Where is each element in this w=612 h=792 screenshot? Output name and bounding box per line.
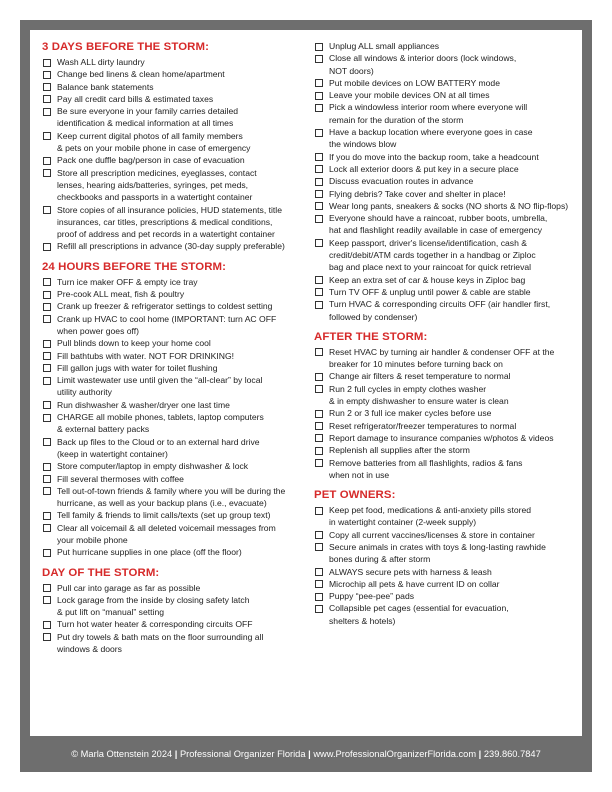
- footer-separator: |: [308, 749, 311, 759]
- checklist-item: [314, 212, 576, 237]
- checklist-item: [314, 188, 576, 200]
- footer-company: Professional Organizer Florida: [179, 749, 306, 759]
- checkbox[interactable]: [315, 580, 323, 588]
- checklist-item-text: Fill several thermoses with coffee: [57, 473, 184, 484]
- checklist-section: [42, 40, 307, 253]
- checklist-item-text: Collapsible pet cages (essential for evacuation,: [329, 603, 509, 614]
- checklist-item-text: credit/debit/ATM cards together in a handbag or Ziploc: [329, 250, 536, 261]
- checklist-item-text: Flying debris? Take cover and shelter in place!: [329, 188, 506, 199]
- footer-separator: |: [174, 749, 178, 759]
- checklist-item-text: Leave your mobile devices ON at all times: [329, 90, 490, 101]
- checklist-item-text: Put dry towels & bath mats on the floor surrounding all: [57, 631, 264, 642]
- checklist-item-text: Fill bathtubs with water. NOT FOR DRINKING!: [57, 350, 235, 361]
- checkbox[interactable]: [43, 633, 51, 641]
- checklist-item-text: & pets on your mobile phone in case of emergency: [57, 143, 251, 154]
- checklist-item-text: Turn HVAC & corresponding circuits OFF (air handler first,: [329, 299, 551, 310]
- checklist-item-text: lenses, hearing aids/batteries, syringes, pet meds,: [57, 179, 249, 190]
- checklist-item: [42, 300, 307, 312]
- checklist-item-text: NOT doors): [329, 65, 374, 76]
- checkbox[interactable]: [43, 487, 51, 495]
- checklist-item: [314, 420, 576, 432]
- checkbox[interactable]: [43, 414, 51, 422]
- checklist-item: [314, 274, 576, 286]
- checklist-item-text: & put lift on “manual” setting: [57, 607, 164, 618]
- checklist-item: [314, 101, 576, 126]
- checklist-item-text: Turn hot water heater & corresponding circuits OFF: [57, 619, 253, 630]
- checkbox[interactable]: [43, 157, 51, 165]
- checklist-item: [42, 399, 307, 411]
- checklist-item: [42, 411, 307, 436]
- checklist-item: [314, 432, 576, 444]
- footer-website-link[interactable]: www.ProfessionalOrganizerFlorida.com: [313, 749, 477, 759]
- checklist-item: [314, 529, 576, 541]
- section-heading: DAY OF THE STORM:: [42, 566, 160, 579]
- checklist-item: [314, 541, 576, 566]
- checklist-item-text: when power goes off): [57, 325, 140, 336]
- checkbox[interactable]: [43, 463, 51, 471]
- checklist-item-text: your mobile phone: [57, 534, 128, 545]
- checkbox[interactable]: [315, 410, 323, 418]
- checkbox[interactable]: [315, 348, 323, 356]
- checklist-item-text: bag and place next to your raincoat for quick retrieval: [329, 262, 532, 273]
- checklist-item-text: Put mobile devices on LOW BATTERY mode: [329, 77, 500, 88]
- checklist-item-text: Have a backup location where everyone goes in case: [329, 127, 533, 138]
- checklist-section: [42, 566, 307, 656]
- checklist-item: [42, 350, 307, 362]
- checklist-item-text: Run 2 full cycles in empty clothes washer: [329, 383, 487, 394]
- checklist-item-text: & external battery packs: [57, 424, 150, 435]
- checklist-item-text: Reset refrigerator/freezer temperatures to normal: [329, 420, 517, 431]
- checklist-item: [42, 594, 307, 619]
- checklist-item-text: Pre-cook ALL meat, fish & poultry: [57, 289, 185, 300]
- checkbox[interactable]: [315, 129, 323, 137]
- checklist-item-text: If you do move into the backup room, take a headcount: [329, 151, 539, 162]
- checklist-item-text: Put hurricane supplies in one place (off the floor): [57, 547, 242, 558]
- checklist-item-text: windows & doors: [57, 644, 122, 655]
- checklist-item-text: Back up files to the Cloud or to an external hard drive: [57, 436, 260, 447]
- checkbox[interactable]: [315, 459, 323, 467]
- checklist-item-text: checkbooks and passports in a watertight container: [57, 192, 253, 203]
- checklist-item-text: proof of address and pet records in a watertight container: [57, 229, 275, 240]
- checklist-item: [42, 130, 307, 155]
- checklist-item-text: Change bed linens & clean home/apartment: [57, 69, 225, 80]
- checkbox[interactable]: [43, 377, 51, 385]
- checklist-item: [314, 457, 576, 482]
- checkbox[interactable]: [43, 364, 51, 372]
- checklist-item: [314, 286, 576, 298]
- checkbox[interactable]: [315, 104, 323, 112]
- checklist-item-text: Fill gallon jugs with water for toilet flushing: [57, 362, 218, 373]
- checkbox[interactable]: [43, 584, 51, 592]
- checkbox[interactable]: [43, 71, 51, 79]
- checkbox[interactable]: [315, 153, 323, 161]
- checkbox[interactable]: [43, 59, 51, 67]
- checklist-item-text: Keep passport, driver's license/identification, cash &: [329, 237, 527, 248]
- checkbox[interactable]: [43, 549, 51, 557]
- checklist-item: [314, 52, 576, 77]
- checklist-item-text: Pay all credit card bills & estimated taxes: [57, 93, 214, 104]
- checklist-item-text: ALWAYS secure pets with harness & leash: [329, 566, 492, 577]
- checklist-item: [314, 504, 576, 529]
- footer-separator: |: [478, 749, 482, 759]
- checkbox[interactable]: [315, 215, 323, 223]
- checklist-item: [42, 167, 307, 204]
- checklist-item-text: Turn ice maker OFF & empty ice tray: [57, 276, 198, 287]
- checkbox[interactable]: [43, 83, 51, 91]
- checklist-item-text: CHARGE all mobile phones, tablets, laptop computers: [57, 412, 264, 423]
- section-heading: AFTER THE STORM:: [314, 330, 428, 343]
- checkbox[interactable]: [43, 340, 51, 348]
- right-column: [314, 40, 576, 634]
- checklist-item-text: Pull car into garage as far as possible: [57, 582, 201, 593]
- checklist-item-text: Everyone should have a raincoat, rubber boots, umbrella,: [329, 213, 548, 224]
- checkbox[interactable]: [43, 95, 51, 103]
- checkbox[interactable]: [315, 434, 323, 442]
- checkbox[interactable]: [43, 524, 51, 532]
- checkbox[interactable]: [43, 438, 51, 446]
- checkbox[interactable]: [43, 291, 51, 299]
- checklist-item-text: Crank up freezer & refrigerator settings to coldest setting: [57, 301, 273, 312]
- checklist-item-text: Keep current digital photos of all family members: [57, 130, 243, 141]
- checklist-item: [42, 154, 307, 166]
- checklist-item-text: Limit wastewater use until given the “all-clear” by local: [57, 375, 263, 386]
- section-heading: 24 HOURS BEFORE THE STORM:: [42, 260, 227, 273]
- checklist-item-text: Run dishwasher & washer/dryer one last time: [57, 399, 230, 410]
- checkbox[interactable]: [43, 206, 51, 214]
- checklist-item: [42, 68, 307, 80]
- checklist-item: [314, 383, 576, 408]
- checklist-item: [42, 509, 307, 521]
- checklist-item: [42, 337, 307, 349]
- checklist-item: [42, 204, 307, 241]
- checkbox[interactable]: [315, 43, 323, 51]
- checkbox[interactable]: [315, 165, 323, 173]
- checkbox[interactable]: [43, 108, 51, 116]
- checklist-item-text: Balance bank statements: [57, 81, 154, 92]
- footer-bar: [20, 736, 592, 772]
- checkbox[interactable]: [43, 596, 51, 604]
- checklist-item: [42, 582, 307, 594]
- checklist-item-text: Store copies of all insurance policies, HUD statements, title: [57, 204, 282, 215]
- checklist-item: [314, 602, 576, 627]
- checklist-item: [314, 237, 576, 274]
- checklist-item-text: in watertight container (2-week supply): [329, 517, 477, 528]
- checklist-item-text: insurances, car titles, prescriptions & medical conditions,: [57, 216, 273, 227]
- checklist-item-text: (keep in watertight container): [57, 448, 168, 459]
- checklist-item: [314, 200, 576, 212]
- checkbox[interactable]: [315, 543, 323, 551]
- checkbox[interactable]: [315, 385, 323, 393]
- checkbox[interactable]: [315, 605, 323, 613]
- checklist-item-text: followed by condenser): [329, 311, 418, 322]
- checklist-sheet: [30, 30, 582, 736]
- checkbox[interactable]: [43, 278, 51, 286]
- checkbox[interactable]: [315, 178, 323, 186]
- checklist-item-text: utility authority: [57, 387, 112, 398]
- checklist-item: [42, 374, 307, 399]
- checklist-item-text: Tell family & friends to limit calls/texts (set up group text): [57, 510, 271, 521]
- checklist-item-text: Discuss evacuation routes in advance: [329, 176, 474, 187]
- checkbox[interactable]: [43, 512, 51, 520]
- checklist-item-text: Keep pet food, medications & anti-anxiety pills stored: [329, 505, 532, 516]
- footer-phone: 239.860.7847: [483, 749, 541, 759]
- checklist-item-text: remain for the duration of the storm: [329, 114, 464, 125]
- checklist-item: [42, 436, 307, 461]
- checklist-item: [42, 240, 307, 252]
- checkbox[interactable]: [315, 55, 323, 63]
- checklist-item: [42, 81, 307, 93]
- checklist-item-text: Puppy “pee-pee” pads: [329, 591, 415, 602]
- checklist-item: [42, 631, 307, 656]
- checkbox[interactable]: [43, 243, 51, 251]
- checklist-item: [314, 590, 576, 602]
- checklist-item: [314, 126, 576, 151]
- checklist-item: [42, 105, 307, 130]
- checklist-item: [42, 93, 307, 105]
- checklist-item: [42, 276, 307, 288]
- checklist-item-text: when not in use: [329, 469, 390, 480]
- checklist-item: [42, 313, 307, 338]
- checkbox[interactable]: [315, 568, 323, 576]
- checklist-item-text: Pack one duffle bag/person in case of evacuation: [57, 155, 245, 166]
- checklist-item-text: breaker for 10 minutes before turning back on: [329, 359, 503, 370]
- checklist-item: [314, 298, 576, 323]
- checkbox[interactable]: [315, 92, 323, 100]
- checklist-item-text: Report damage to insurance companies w/photos & videos: [329, 432, 554, 443]
- checklist-item: [42, 473, 307, 485]
- checklist-item-text: Run 2 or 3 full ice maker cycles before use: [329, 408, 492, 419]
- checklist-section: [314, 330, 576, 481]
- section-heading: 3 DAYS BEFORE THE STORM:: [42, 41, 209, 53]
- checklist-item-text: Pull blinds down to keep your home cool: [57, 338, 211, 349]
- checkbox[interactable]: [315, 422, 323, 430]
- checklist-item: [314, 89, 576, 101]
- checklist-item: [42, 546, 307, 558]
- checklist-item: [314, 370, 576, 382]
- checkbox[interactable]: [43, 475, 51, 483]
- checkbox[interactable]: [315, 202, 323, 210]
- checkbox[interactable]: [43, 621, 51, 629]
- checklist-item-text: Wear long pants, sneakers & socks (NO shorts & NO flip-flops): [329, 200, 569, 211]
- checklist-item-text: Lock garage from the inside by closing safety latch: [57, 594, 250, 605]
- checkbox[interactable]: [315, 531, 323, 539]
- checklist-item-text: shelters & hotels): [329, 615, 396, 626]
- checklist-item-text: Wash ALL dirty laundry: [57, 57, 145, 67]
- checkbox[interactable]: [315, 447, 323, 455]
- checklist-item: [42, 618, 307, 630]
- checkbox[interactable]: [43, 169, 51, 177]
- checklist-item-text: Clear all voicemail & all deleted voicemail messages from: [57, 522, 276, 533]
- checklist-item: [314, 444, 576, 456]
- checklist-item-text: Refill all prescriptions in advance (30-day supply preferable): [57, 241, 285, 252]
- checkbox[interactable]: [315, 190, 323, 198]
- checklist-item: [314, 175, 576, 187]
- checklist-item-text: & in empty dishwasher to ensure water is clean: [329, 396, 509, 407]
- checklist-item-text: Turn TV OFF & unplug until power & cable are stable: [329, 286, 531, 297]
- checklist-item: [314, 77, 576, 89]
- checklist-item-text: Change air filters & reset temperature to normal: [329, 371, 511, 382]
- checklist-item: [314, 163, 576, 175]
- checkbox[interactable]: [315, 301, 323, 309]
- checklist-item-text: hurricane, as well as your backup plans (i.e., evacuate): [57, 498, 267, 509]
- checklist-item: [42, 288, 307, 300]
- checklist-item-text: Store all prescription medicines, eyeglasses, contact: [57, 167, 257, 178]
- checklist-item: [314, 578, 576, 590]
- checklist-item: [314, 566, 576, 578]
- checkbox[interactable]: [43, 132, 51, 140]
- checklist-item-text: Lock all exterior doors & put key in a secure place: [329, 163, 519, 174]
- checkbox[interactable]: [315, 239, 323, 247]
- checklist-item-text: bones during & after storm: [329, 554, 431, 565]
- checklist-item: [314, 40, 576, 52]
- checklist-item: [42, 362, 307, 374]
- checklist-item-text: Store computer/laptop in empty dishwasher & lock: [57, 461, 249, 472]
- checklist-item-text: Secure animals in crates with toys & long-lasting rawhide: [329, 541, 546, 552]
- checkbox[interactable]: [43, 401, 51, 409]
- checkbox[interactable]: [43, 315, 51, 323]
- checklist-item-text: Pick a windowless interior room where everyone will: [329, 102, 528, 113]
- checklist-item: [42, 522, 307, 547]
- checklist-item-text: Close all windows & interior doors (lock windows,: [329, 53, 517, 64]
- checklist-item-text: Remove batteries from all flashlights, radios & fans: [329, 457, 523, 468]
- checklist-item: [42, 485, 307, 510]
- left-column: [42, 40, 307, 662]
- checklist-item: [42, 460, 307, 472]
- checklist-item: [314, 407, 576, 419]
- checklist-item-text: Keep an extra set of car & house keys in Ziploc bag: [329, 274, 526, 285]
- checklist-item: [314, 151, 576, 163]
- checklist-item-text: Microchip all pets & have current ID on collar: [329, 578, 500, 589]
- checklist-item-text: the windows blow: [329, 139, 397, 150]
- checklist-section: [42, 260, 307, 559]
- checklist-section: [314, 488, 576, 627]
- checkbox[interactable]: [315, 507, 323, 515]
- checklist-item-text: Be sure everyone in your family carries detailed: [57, 106, 239, 117]
- checkbox[interactable]: [315, 593, 323, 601]
- checklist-item-text: Replenish all supplies after the storm: [329, 445, 470, 456]
- checklist-item-text: Tell out-of-town friends & family where you will be during the: [57, 485, 286, 496]
- checkbox[interactable]: [43, 352, 51, 360]
- checklist-item: [314, 346, 576, 371]
- checklist-item-text: Copy all current vaccines/licenses & store in container: [329, 529, 535, 540]
- checkbox[interactable]: [315, 373, 323, 381]
- checklist-item-text: identification & medical information at all times: [57, 118, 234, 129]
- checkbox[interactable]: [315, 79, 323, 87]
- checklist-item: [42, 56, 307, 68]
- checkbox[interactable]: [43, 303, 51, 311]
- footer-copyright: © Marla Ottenstein 2024: [71, 749, 173, 759]
- section-heading: PET OWNERS:: [314, 489, 396, 502]
- checkbox[interactable]: [315, 288, 323, 296]
- checklist-item-text: hat and flashlight readily available in case of emergency: [329, 225, 543, 236]
- checklist-item-text: Unplug ALL small appliances: [329, 41, 440, 51]
- checklist-item-text: Reset HVAC by turning air handler & condenser OFF at the: [329, 346, 555, 357]
- checklist-section: [314, 40, 576, 323]
- checkbox[interactable]: [315, 276, 323, 284]
- checklist-item-text: Crank up HVAC to cool home (IMPORTANT: turn AC OFF: [57, 313, 277, 324]
